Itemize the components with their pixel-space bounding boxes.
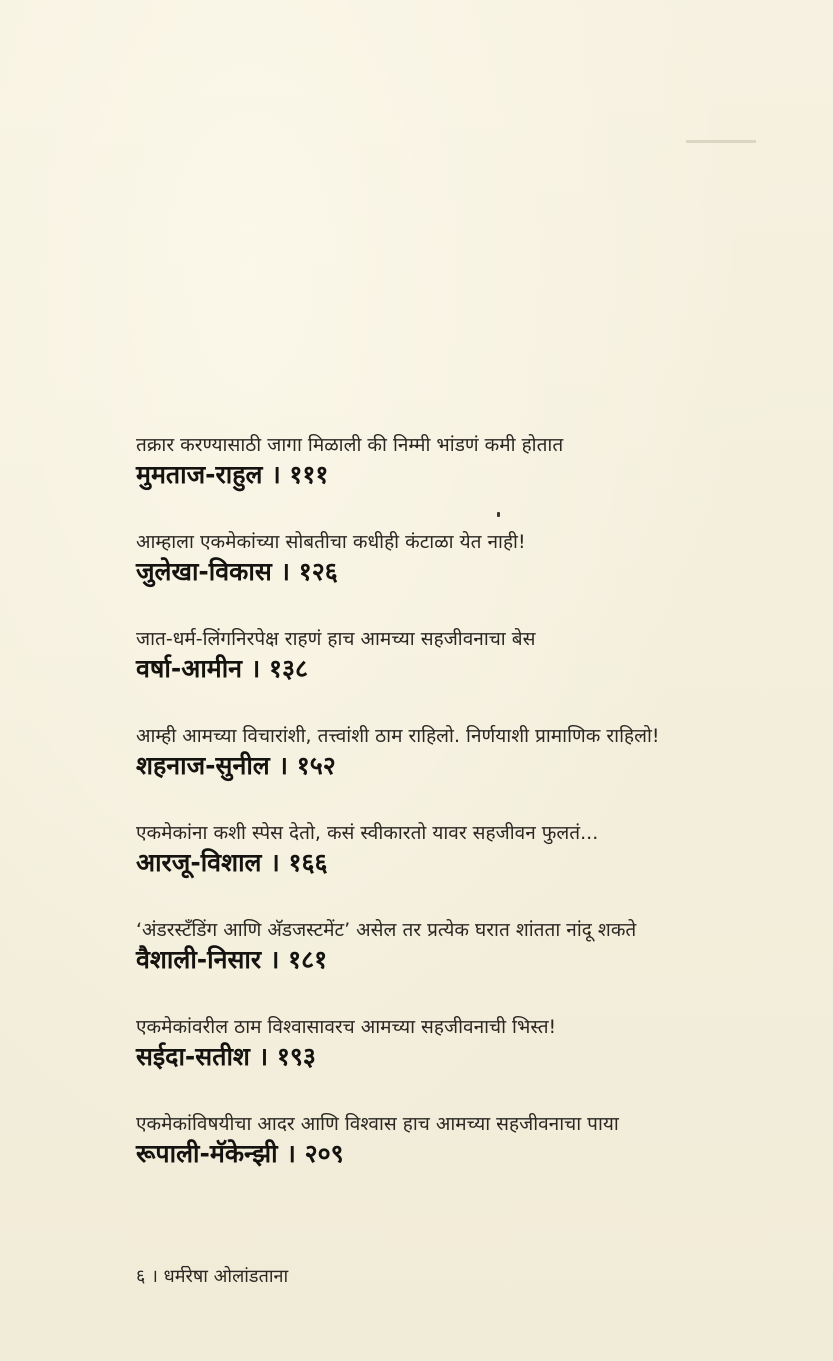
toc-entry — [136, 432, 776, 492]
toc-entry — [136, 820, 776, 880]
entry-page-number: १३८ — [268, 654, 308, 683]
entry-title-line — [136, 846, 776, 880]
entry-separator: । — [258, 1042, 269, 1071]
entry-description: एकमेकांवरील ठाम विश्वासावरच आमच्या सहजीवनाची भिस्त! — [136, 1016, 557, 1038]
entry-title-line — [136, 555, 776, 589]
page-footer — [136, 1264, 288, 1288]
footer-separator: । — [151, 1266, 158, 1287]
entry-title-line — [136, 1137, 776, 1171]
toc-entry — [136, 917, 776, 977]
entry-title: सईदा-सतीश — [136, 1042, 250, 1071]
entry-page-number: १२६ — [298, 557, 338, 586]
entry-title: आरजू-विशाल — [136, 848, 262, 877]
entry-description: जात-धर्म-लिंगनिरपेक्ष राहणं हाच आमच्या सहजीवनाचा बेस — [136, 628, 536, 650]
entry-page-number: २०९ — [304, 1139, 344, 1168]
entry-description: तक्रार करण्यासाठी जागा मिळाली की निम्मी भांडणं कमी होतात — [136, 434, 564, 456]
bleed-through-rule — [686, 140, 756, 143]
entry-title-line — [136, 652, 776, 686]
entry-description: ‘अंडरस्टँडिंग आणि अ‍ॅडजस्टमेंट’ असेल तर प्रत्येक घरात शांतता नांदू शकते — [136, 919, 637, 941]
entry-page-number: १६६ — [288, 848, 328, 877]
ink-speck — [497, 512, 500, 517]
entry-separator: । — [271, 460, 281, 489]
entry-separator: । — [280, 557, 290, 586]
entry-description: आम्ही आमच्या विचारांशी, तत्त्वांशी ठाम राहिलो. निर्णयाशी प्रामाणिक राहिलो! — [136, 725, 660, 747]
footer-book-title: धर्मरेषा ओलांडताना — [163, 1266, 289, 1287]
toc-entry — [136, 529, 776, 589]
toc-entry — [136, 723, 776, 783]
entry-title: वर्षा-आमीन — [136, 654, 243, 683]
entry-description: एकमेकांविषयीचा आदर आणि विश्वास हाच आमच्या सहजीवनाचा पाया — [136, 1113, 619, 1135]
entry-page-number: १९३ — [276, 1042, 316, 1071]
toc-entry — [136, 1014, 776, 1074]
entry-title: जुलेखा-विकास — [136, 557, 272, 586]
entry-separator: । — [250, 654, 261, 683]
entry-page-number: १११ — [289, 460, 329, 489]
entry-title: शहनाज-सुनील — [136, 751, 270, 780]
entry-title-line — [136, 1040, 776, 1074]
entry-description: आम्हाला एकमेकांच्या सोबतीचा कधीही कंटाळा येत नाही! — [136, 531, 526, 553]
entry-separator: । — [286, 1139, 296, 1168]
entry-title: मुमताज-राहुल — [136, 460, 263, 489]
entry-title-line — [136, 458, 776, 492]
entry-title-line — [136, 749, 776, 783]
entry-separator: । — [270, 848, 280, 877]
entry-title: रूपाली-मॅकेन्झी — [136, 1139, 278, 1168]
footer-page-number: ६ — [136, 1266, 146, 1287]
toc-entry — [136, 1111, 776, 1171]
entry-separator: । — [269, 945, 280, 974]
entry-page-number: १८१ — [288, 945, 328, 974]
entry-title: वैशाली-निसार — [136, 945, 262, 974]
entry-description: एकमेकांना कशी स्पेस देतो, कसं स्वीकारतो यावर सहजीवन फुलतं... — [136, 822, 599, 844]
entry-separator: । — [278, 751, 288, 780]
entry-title-line — [136, 943, 776, 977]
table-of-contents — [136, 432, 776, 1208]
entry-page-number: १५२ — [296, 751, 336, 780]
toc-entry — [136, 626, 776, 686]
